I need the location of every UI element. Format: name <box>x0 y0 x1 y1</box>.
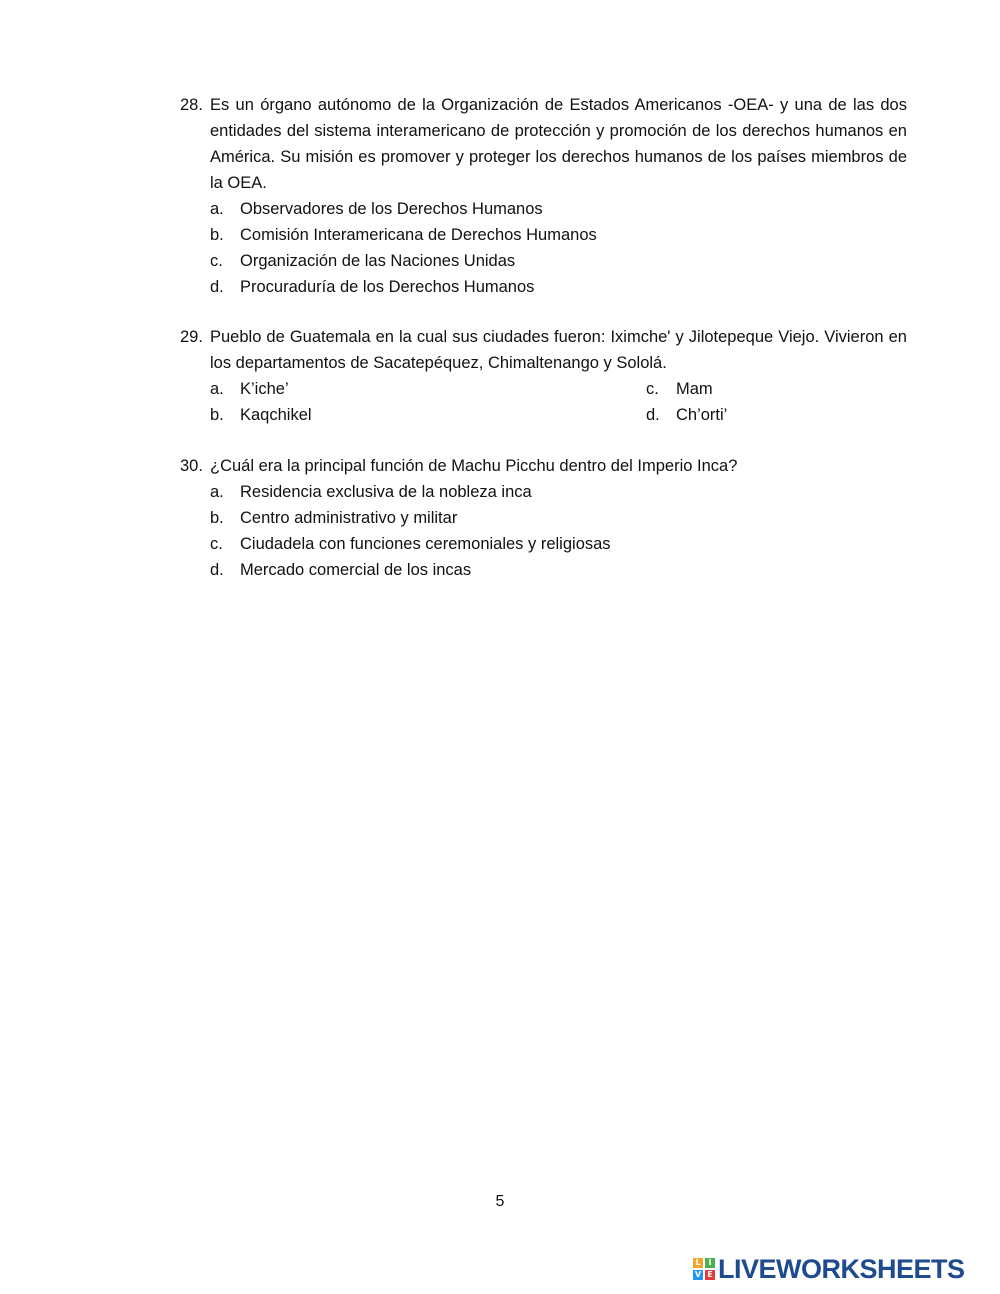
question-number: 28. <box>180 96 203 114</box>
option-letter: c. <box>210 535 223 553</box>
question-30 <box>180 453 907 583</box>
option-text: Mam <box>676 380 713 398</box>
question-28 <box>180 92 907 300</box>
option-d[interactable] <box>646 402 907 428</box>
question-number: 30. <box>180 457 203 475</box>
option-letter: b. <box>210 509 224 527</box>
option-text: Ch’orti’ <box>676 406 728 424</box>
option-letter: d. <box>210 561 224 579</box>
option-text: Comisión Interamericana de Derechos Humanos <box>240 226 597 244</box>
option-c[interactable] <box>210 531 907 557</box>
logo-mark-tile: L <box>693 1258 703 1268</box>
option-letter: d. <box>646 406 660 424</box>
question-number: 29. <box>180 328 203 346</box>
option-letter: c. <box>646 380 659 398</box>
option-text: Centro administrativo y militar <box>240 509 458 527</box>
option-c[interactable] <box>210 248 907 274</box>
option-text: Organización de las Naciones Unidas <box>240 252 516 270</box>
question-29 <box>180 324 907 428</box>
options-grid <box>210 376 907 428</box>
logo-mark-icon <box>693 1258 715 1280</box>
option-b[interactable] <box>210 402 646 428</box>
logo-mark-tile: E <box>705 1270 715 1280</box>
option-text: Kaqchikel <box>240 406 312 424</box>
question-text: Pueblo de Guatemala en la cual sus ciudades fueron: Iximche' y Jilotepeque Viejo. Vivieron en los departamentos de Sacatepéquez, Chimaltenango y Sololá. <box>210 328 907 372</box>
options-list <box>210 479 907 583</box>
option-letter: b. <box>210 406 224 424</box>
option-d[interactable] <box>210 557 907 583</box>
page-number: 5 <box>495 1193 505 1210</box>
option-letter: b. <box>210 226 224 244</box>
option-text: Mercado comercial de los incas <box>240 561 472 579</box>
logo-mark-tile: I <box>705 1258 715 1268</box>
option-c[interactable] <box>646 376 907 402</box>
option-letter: a. <box>210 380 224 398</box>
option-letter: a. <box>210 200 224 218</box>
logo-text: LIVEWORKSHEETS <box>718 1254 965 1284</box>
option-letter: d. <box>210 278 224 296</box>
options-list <box>210 196 907 300</box>
question-text: Es un órgano autónomo de la Organización de Estados Americanos -OEA- y una de las dos entidades del sistema interamericano de protección y promoción de los derechos humanos en América. Su misión es promover y proteger los derechos humanos de los países miembros de la OEA. <box>210 96 907 192</box>
option-letter: c. <box>210 252 223 270</box>
option-text: Observadores de los Derechos Humanos <box>240 200 543 218</box>
option-b[interactable] <box>210 222 907 248</box>
option-a[interactable] <box>210 479 907 505</box>
option-d[interactable] <box>210 274 907 300</box>
option-text: Ciudadela con funciones ceremoniales y religiosas <box>240 535 611 553</box>
option-letter: a. <box>210 483 224 501</box>
liveworksheets-logo <box>693 1254 965 1284</box>
option-a[interactable] <box>210 376 646 402</box>
option-b[interactable] <box>210 505 907 531</box>
option-text: K’iche’ <box>240 380 289 398</box>
option-text: Procuraduría de los Derechos Humanos <box>240 278 535 296</box>
question-text: ¿Cuál era la principal función de Machu Picchu dentro del Imperio Inca? <box>210 457 738 475</box>
option-a[interactable] <box>210 196 907 222</box>
option-text: Residencia exclusiva de la nobleza inca <box>240 483 532 501</box>
logo-mark-tile: V <box>694 1270 702 1279</box>
